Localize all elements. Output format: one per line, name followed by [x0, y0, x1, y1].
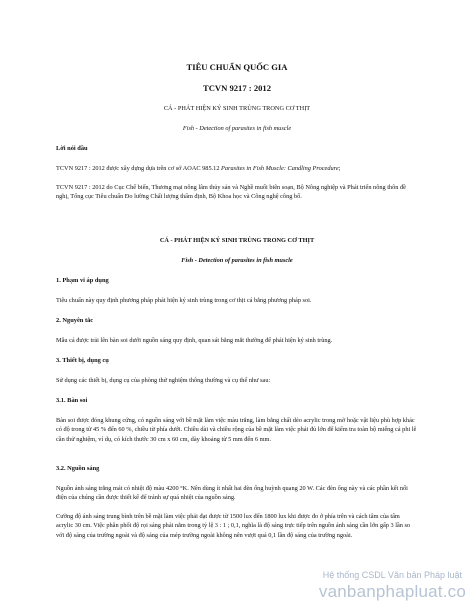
- foreword-heading: Lời nói đầu: [56, 145, 88, 152]
- standard-title: TIÊU CHUẨN QUỐC GIA: [186, 62, 288, 72]
- section-3-heading: 3. Thiết bị, dụng cụ: [56, 357, 109, 364]
- section-2-text: Mẫu cá được trải lên bàn soi dưới nguồn sáng quy định, quan sát bằng mắt thường để phát hiện ký sinh trùng.: [56, 337, 333, 344]
- section-3-2-text-2: Cường độ ánh sáng trung bình trên bề mặt làm việc phải đạt được từ 1500 lux đến 1800 lux khi được đo ở phía trên và cách tâm của tấm acrylic 30 cm. Việc phân phối độ rọi sáng phải nằm trong tỷ lệ 3 : 1 ; 0,1, nghĩa là độ sáng trực tiếp trên nguồn ánh sáng cần lớn gấp 3 lần so với độ sáng của trường ngoài và độ sáng của mép trường ngoài không nên vượt quá 0,1 lần độ sáng của trường ngoài.: [56, 513, 411, 539]
- doc-title-en: Fish - Detection of parasites in fish muscle: [182, 125, 292, 132]
- aoac-title: Parasites in Fish Muscle: Candling Procedure: [221, 165, 339, 172]
- foreword-paragraph-2: TCVN 9217 : 2012 do Cục Chế biến, Thương mại nông lâm thủy sản và Nghề muối biên soạn, Bộ Nông nghiệp và Phát triển nông thôn đề nghị, Tổng cục Tiêu chuẩn Đo lường Chất lượng thẩm định, Bộ Khoa học và Công nghệ công bố.: [56, 184, 406, 201]
- section-3-1-text: Bàn soi được đóng khung cứng, có nguồn sáng với bề mặt làm việc màu trắng, làm bằng chất dẻo acrylic trong mờ hoặc vật liệu phù hợp khác có độ trong từ 45 % đến 60 %, chiều từ phía dưới. Chiều dài và chiều rộng của bề mặt làm việc phải đủ lớn để kiểm tra toàn bộ miếng cá phi lê cần thử nghiệm, ví dụ, có kích thước 30 cm x 60 cm, dày khoảng từ 5 mm đến 6 mm.: [56, 417, 417, 443]
- section-3-text: Sử dụng các thiết bị, dụng cụ của phòng thử nghiệm thông thường và cụ thể như sau:: [56, 377, 271, 384]
- main-title-vi: CÁ - PHÁT HIỆN KÝ SINH TRÙNG TRONG CƠ THỊT: [159, 237, 315, 244]
- section-2-heading: 2. Nguyên tắc: [56, 317, 94, 324]
- watermark-caption: Hệ thống CSDL Văn bản Pháp luật: [322, 570, 462, 580]
- section-3-1-heading: 3.1. Bàn soi: [56, 397, 88, 404]
- section-3-2-text-1: Nguồn ánh sáng trắng mát có nhiệt độ màu 4200 °K. Nên dùng ít nhất hai đèn ống huỳnh quang 20 W. Các đèn ống này và các phần kết nối điện của chúng cần được thiết kế để tránh sự quá nhiệt của nguồn sáng.: [56, 485, 408, 502]
- section-1-heading: 1. Phạm vi áp dụng: [56, 277, 109, 284]
- section-3-2-heading: 3.2. Nguồn sáng: [56, 465, 100, 472]
- section-1-text: Tiêu chuẩn này quy định phương pháp phát hiện ký sinh trùng trong cơ thịt cá bằng phương pháp soi.: [56, 297, 312, 304]
- standard-code: TCVN 9217 : 2012: [202, 83, 272, 93]
- foreword-paragraph-1: TCVN 9217 : 2012 được xây dựng dựa trên cơ sở AOAC 985.12 Parasites in Fish Muscle: Candling Procedure;: [56, 165, 341, 172]
- main-title-en: Fish - Detection of parasites in fish muscle: [181, 257, 293, 264]
- doc-title-vi: CÁ - PHÁT HIỆN KÝ SINH TRÙNG TRONG CƠ THỊT: [163, 105, 311, 112]
- watermark-site: vanbanphapluat.co: [318, 582, 466, 601]
